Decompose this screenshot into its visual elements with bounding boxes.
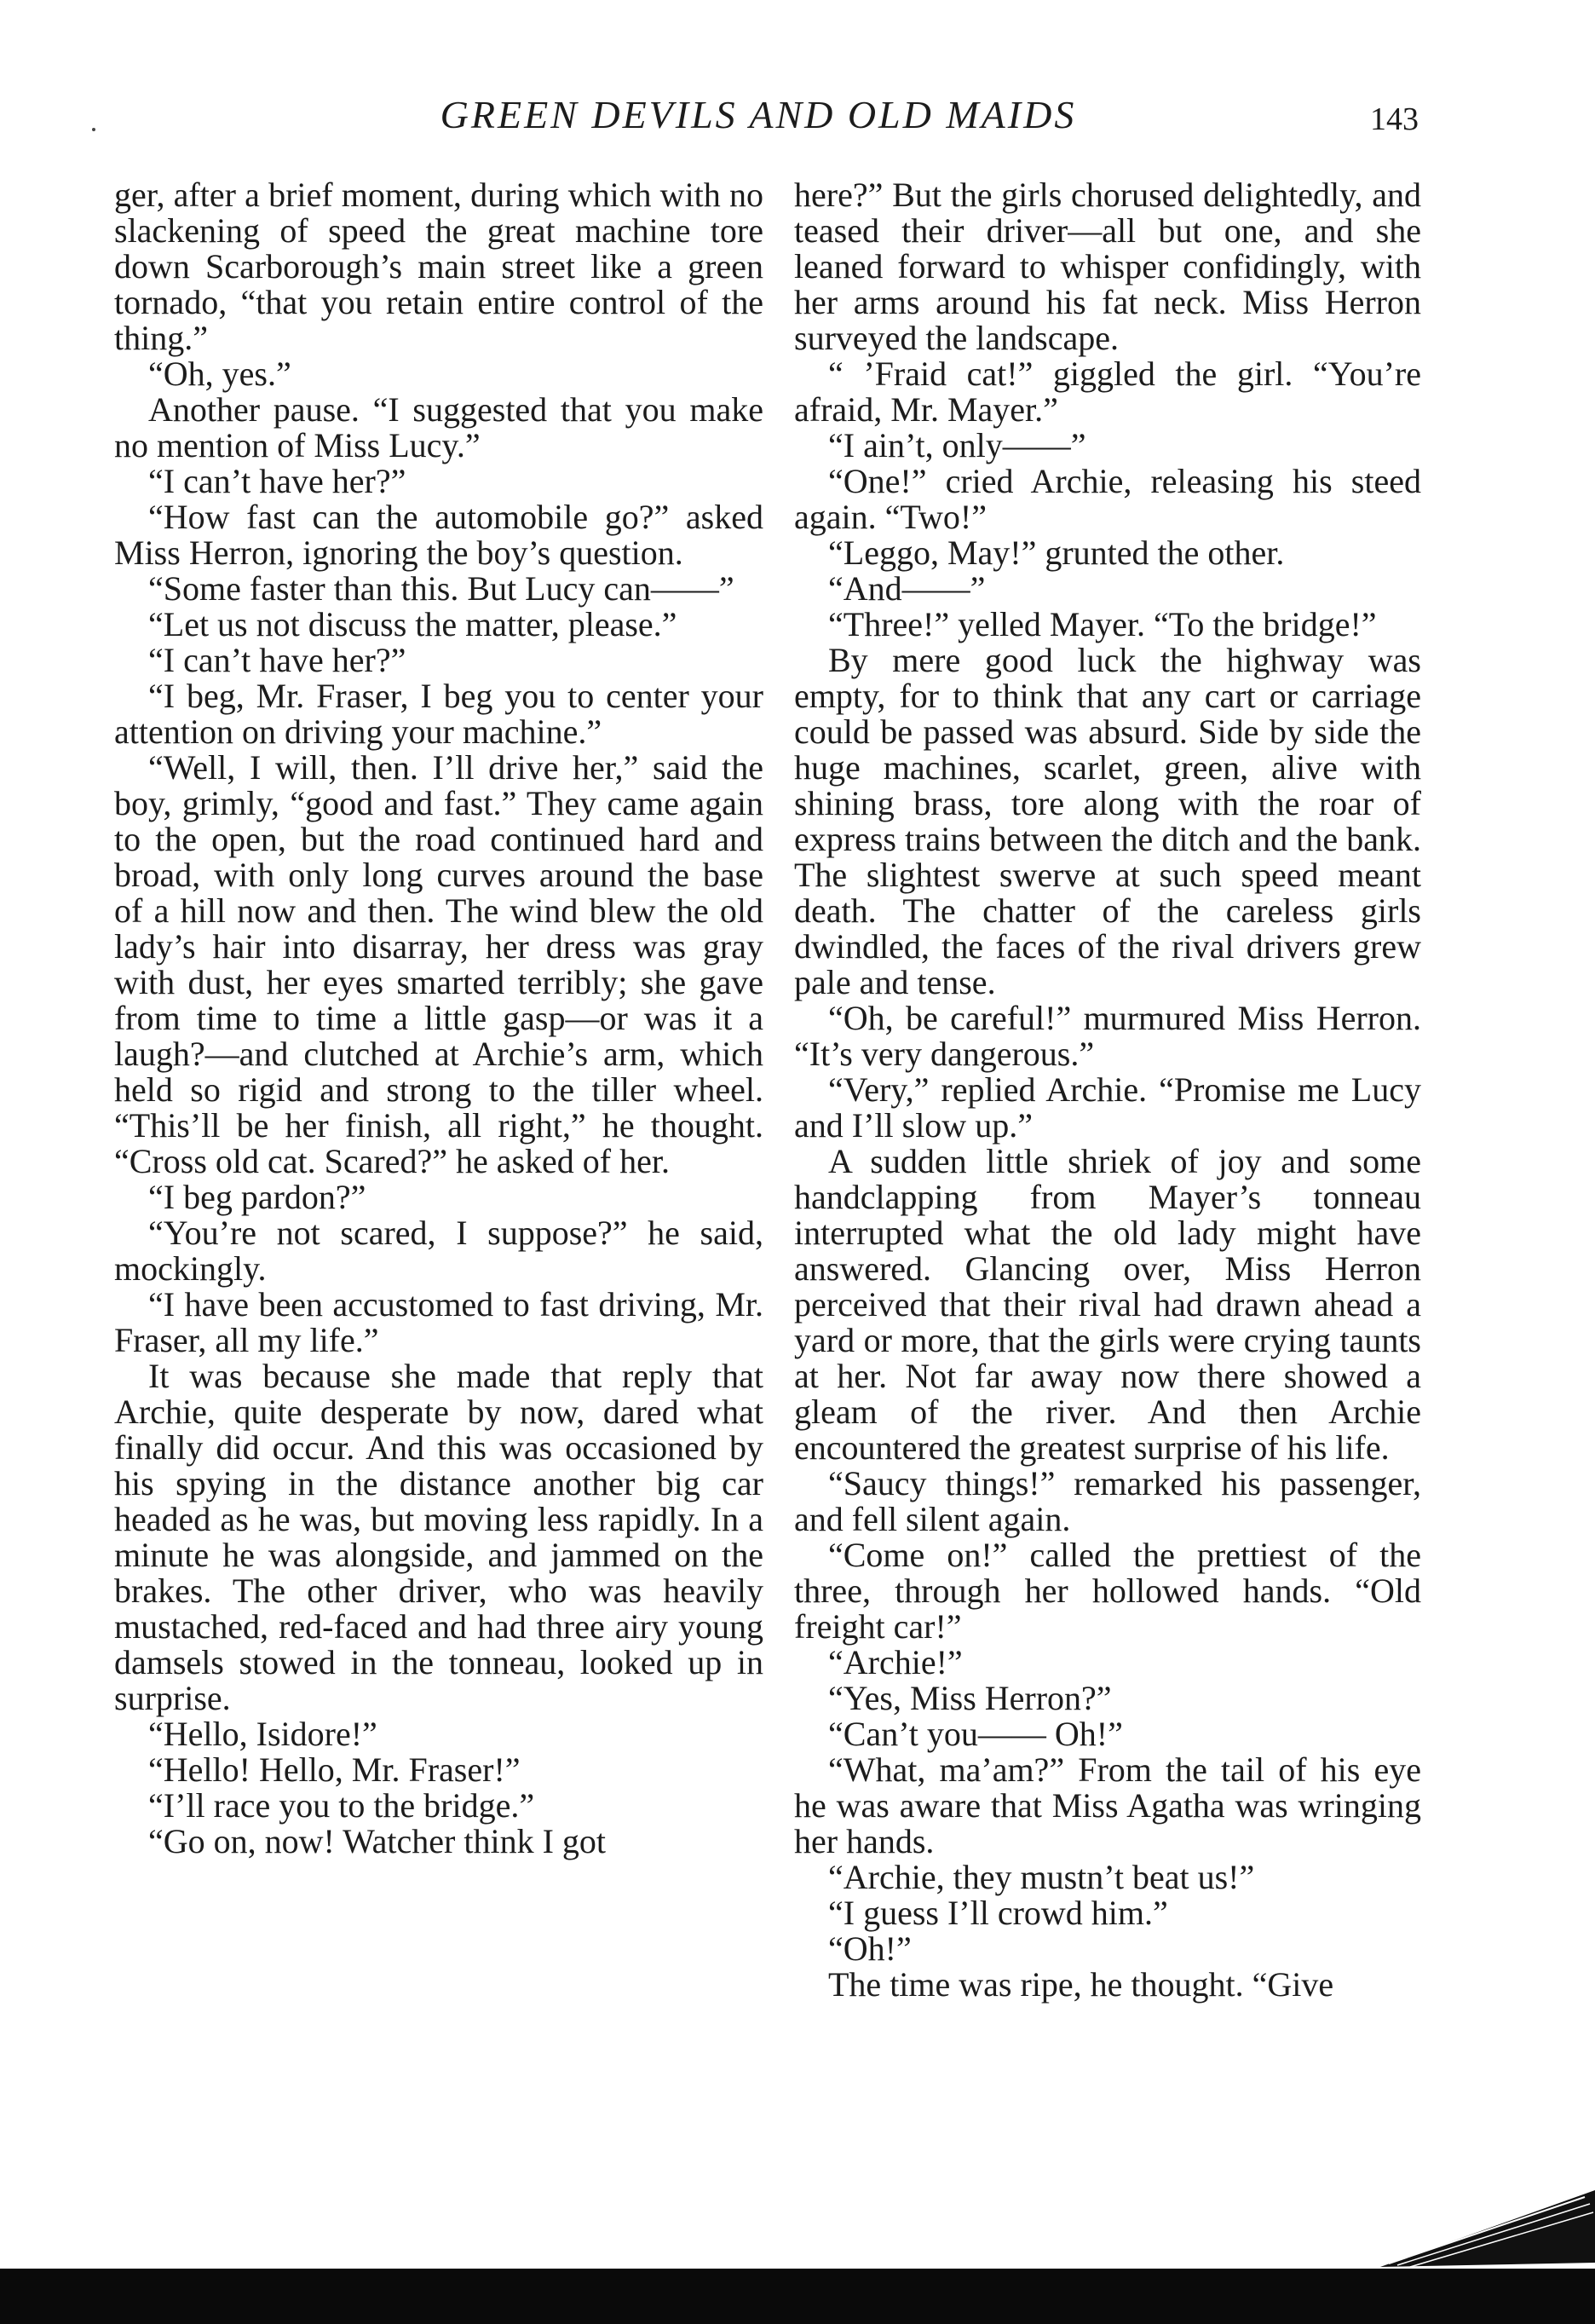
right-column (794, 177, 1421, 2003)
paragraph: here?” But the girls chorused delightedly, and teased their driver—all but one, and she leaned forward to whisper confidingly, with her arms around his fat neck. Miss Herron surveyed the landscape. (794, 176, 1421, 357)
paragraph: “I have been accustomed to fast driving, Mr. Fraser, all my life.” (114, 1285, 763, 1359)
paragraph: “ ’Fraid cat!” giggled the girl. “You’re afraid, Mr. Mayer.” (794, 355, 1421, 429)
paragraph: “I can’t have her?” (148, 641, 406, 679)
paragraph: The time was ripe, he thought. “Give (828, 1965, 1334, 2004)
paragraph: “Archie, they mustn’t beat us!” (828, 1858, 1255, 1896)
paragraph: “Oh, be careful!” murmured Miss Herron. “It’s very dangerous.” (794, 999, 1421, 1073)
paragraph: “How fast can the automobile go?” asked Miss Herron, ignoring the boy’s question. (114, 498, 763, 572)
paragraph: “One!” cried Archie, releasing his steed again. “Two!” (794, 462, 1421, 536)
paragraph: “Some faster than this. But Lucy can——” (148, 569, 734, 608)
running-title: GREEN DEVILS AND OLD MAIDS (440, 93, 1077, 136)
paragraph: “Let us not discuss the matter, please.” (148, 605, 677, 643)
paragraph: By mere good luck the highway was empty, for to think that any cart or carriage could be passed was absurd. Side by side the huge machines, scarlet, green, alive with shining brass, tore along with the roar of express trains between the ditch and the bank. The slightest swerve at such speed meant death. The chatter of the careless girls dwindled, the faces of the rival drivers grew pale and tense. (794, 641, 1421, 1001)
paragraph: “I’ll race you to the bridge.” (148, 1786, 535, 1825)
paragraph: “I beg, Mr. Fraser, I beg you to center your attention on driving your machine.” (114, 677, 763, 751)
paragraph: “I ain’t, only——” (828, 426, 1086, 464)
paragraph: “Well, I will, then. I’ll drive her,” said the boy, grimly, “good and fast.” They came again to the open, but the road continued hard and broad, with only long curves around the base of a hill now and then. The wind blew the old lady’s hair into disarray, her dress was gray with dust, her eyes smarted terribly; she gave from time to time a little gasp—or was it a laugh?—and clutched at Archie’s arm, which held so rigid and strong to the tiller wheel. “This’ll be her finish, all right,” he thought. “Cross old cat. Scared?” he asked of her. (114, 748, 763, 1180)
paragraph: “Can’t you—— Oh!” (828, 1715, 1123, 1753)
paragraph: “And——” (828, 569, 986, 608)
paragraph: “You’re not scared, I suppose?” he said, mockingly. (114, 1214, 763, 1288)
paragraph: “Go on, now! Watcher think I got (148, 1822, 607, 1860)
paragraph: “Three!” yelled Mayer. “To the bridge!” (828, 605, 1377, 643)
paragraph: “Yes, Miss Herron?” (828, 1679, 1112, 1717)
paragraph: “Oh, yes.” (148, 355, 291, 393)
page-number: 143 (1370, 101, 1419, 137)
paragraph: “Saucy things!” remarked his passenger, and fell silent again. (794, 1464, 1421, 1538)
paragraph: “I guess I’ll crowd him.” (828, 1894, 1168, 1932)
page-corner-curl (1363, 2182, 1595, 2275)
paragraph: “Oh!” (828, 1929, 912, 1968)
left-column (114, 177, 763, 1860)
paragraph: “I can’t have her?” (148, 462, 406, 500)
paragraph: “Hello! Hello, Mr. Fraser!” (148, 1750, 521, 1789)
paragraph: “I beg pardon?” (148, 1178, 366, 1216)
paragraph: “Hello, Isidore!” (148, 1715, 377, 1753)
paragraph: “Come on!” called the prettiest of the three, through her hollowed hands. “Old freight car!” (794, 1536, 1421, 1646)
paragraph: “Archie!” (828, 1643, 963, 1681)
paragraph: “Very,” replied Archie. “Promise me Lucy and I’ll slow up.” (794, 1070, 1421, 1145)
paragraph: It was because she made that reply that Archie, quite desperate by now, dared what finally did occur. And this was occasioned by his spying in the distance another big car headed as he was, but moving less rapidly. In a minute he was alongside, and jammed on the brakes. The other driver, who was heavily mustached, red-faced and had three airy young damsels stowed in the tonneau, looked up in surprise. (114, 1357, 763, 1717)
paragraph: “Leggo, May!” grunted the other. (828, 533, 1285, 572)
paragraph: A sudden little shriek of joy and some handclapping from Mayer’s tonneau interrupted what the old lady might have answered. Glancing over, Miss Herron perceived that their rival had drawn ahead a yard or more, that the girls were crying taunts at her. Not far away now there showed a gleam of the river. And then Archie encountered the greatest surprise of his life. (794, 1142, 1421, 1467)
scan-edge (0, 2269, 1595, 2324)
paragraph: Another pause. “I suggested that you make no mention of Miss Lucy.” (114, 390, 763, 464)
page-speck (92, 128, 95, 131)
paragraph: ger, after a brief moment, during which with no slackening of speed the great machine tore down Scarborough’s main street like a green tornado, “that you retain entire control of the thing.” (114, 176, 763, 357)
paragraph: “What, ma’am?” From the tail of his eye he was aware that Miss Agatha was wringing her hands. (794, 1750, 1421, 1860)
